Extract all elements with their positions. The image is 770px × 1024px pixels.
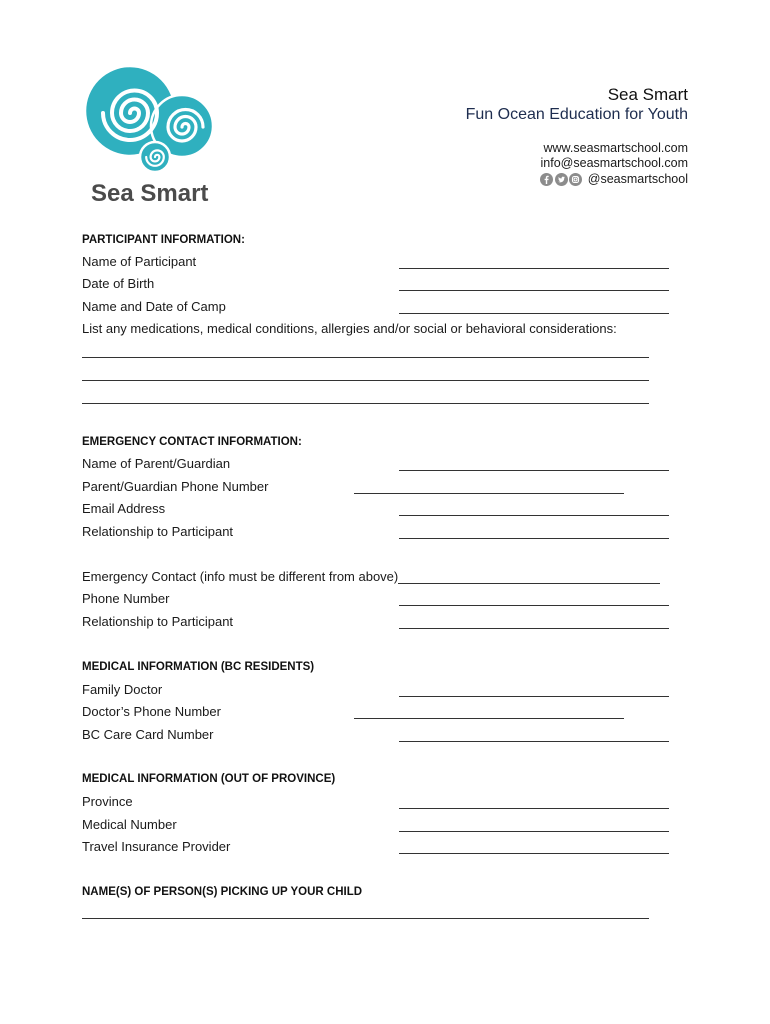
parent-guardian-phone-field[interactable] [354, 479, 624, 494]
label-parent-guardian-phone: Parent/Guardian Phone Number [82, 479, 269, 494]
social-handle: @seasmartschool [587, 172, 688, 186]
parent-guardian-name-field[interactable] [399, 456, 669, 471]
header-tagline: Fun Ocean Education for Youth [465, 106, 688, 123]
logo-wordmark: Sea Smart [91, 180, 209, 207]
considerations-line-1[interactable] [82, 343, 649, 358]
participant-heading: PARTICIPANT INFORMATION: [82, 234, 245, 246]
social-row [540, 172, 688, 187]
label-bc-care-card: BC Care Card Number [82, 727, 214, 742]
emergency-contact-field[interactable] [398, 569, 660, 584]
considerations-prompt: List any medications, medical conditions, allergies and/or social or behavioral considerations: [82, 321, 617, 336]
label-date-of-birth: Date of Birth [82, 276, 155, 291]
medical-bc-heading: MEDICAL INFORMATION (BC RESIDENTS) [82, 661, 315, 673]
email-address-field[interactable] [399, 501, 669, 516]
label-guardian-relationship: Relationship to Participant [82, 524, 234, 539]
considerations-line-2[interactable] [82, 366, 649, 381]
emergency-heading: EMERGENCY CONTACT INFORMATION: [82, 436, 302, 448]
name-and-date-of-camp-field[interactable] [399, 299, 669, 314]
label-travel-insurance: Travel Insurance Provider [82, 839, 231, 854]
label-emergency-contact: Emergency Contact (info must be different from above) [82, 569, 399, 584]
pickup-names-field[interactable] [82, 904, 649, 919]
label-family-doctor: Family Doctor [82, 682, 163, 697]
considerations-line-3[interactable] [82, 389, 649, 404]
label-emergency-relationship: Relationship to Participant [82, 614, 234, 629]
guardian-relationship-field[interactable] [399, 524, 669, 539]
label-name-of-participant: Name of Participant [82, 254, 197, 269]
name-of-participant-field[interactable] [399, 254, 669, 269]
travel-insurance-field[interactable] [399, 839, 669, 854]
twitter-icon[interactable] [555, 173, 568, 186]
province-field[interactable] [399, 794, 669, 809]
label-parent-guardian-name: Name of Parent/Guardian [82, 456, 231, 471]
bc-care-card-field[interactable] [399, 727, 669, 742]
label-doctor-phone: Doctor’s Phone Number [82, 704, 221, 719]
family-doctor-field[interactable] [399, 682, 669, 697]
label-name-and-date-of-camp: Name and Date of Camp [82, 299, 226, 314]
website-link[interactable]: www.seasmartschool.com [543, 141, 688, 155]
emergency-phone-field[interactable] [399, 591, 669, 606]
date-of-birth-field[interactable] [399, 276, 669, 291]
label-email-address: Email Address [82, 501, 166, 516]
label-medical-number: Medical Number [82, 817, 177, 832]
header-title: Sea Smart [607, 85, 688, 104]
instagram-icon[interactable] [569, 173, 582, 186]
sea-smart-logo [82, 55, 222, 211]
pickup-heading: NAME(S) OF PERSON(S) PICKING UP YOUR CHILD [82, 886, 363, 898]
emergency-relationship-field[interactable] [399, 614, 669, 629]
label-emergency-phone: Phone Number [82, 591, 170, 606]
logo-graphic [82, 55, 222, 211]
label-province: Province [82, 794, 133, 809]
facebook-icon[interactable] [540, 173, 553, 186]
email-link[interactable]: info@seasmartschool.com [540, 156, 688, 170]
medical-out-heading: MEDICAL INFORMATION (OUT OF PROVINCE) [82, 773, 336, 785]
medical-number-field[interactable] [399, 817, 669, 832]
doctor-phone-field[interactable] [354, 704, 624, 719]
